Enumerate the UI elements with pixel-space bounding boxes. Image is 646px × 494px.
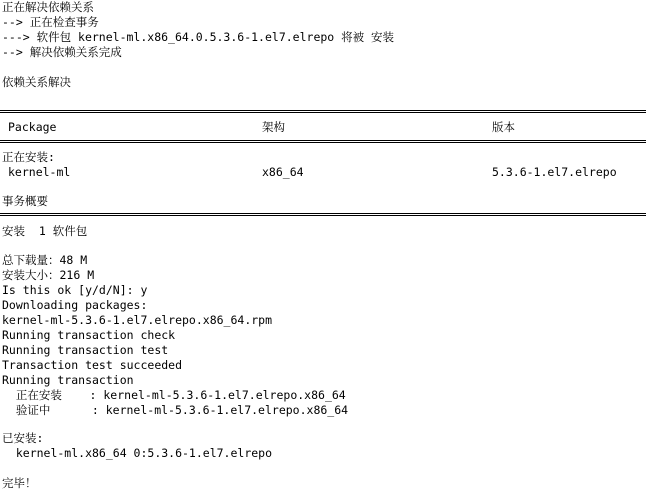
installed-package-line: kernel-ml.x86_64 0:5.3.6-1.el7.elrepo (2, 446, 273, 460)
download-size-line: 总下载量：48 M (2, 253, 88, 267)
deps-resolution-title: 依赖关系解决 (2, 75, 71, 89)
downloading-line: Downloading packages: (2, 298, 148, 312)
table-header-rule (0, 140, 646, 143)
installing-progress-line: 正在安装 : kernel-ml-5.3.6-1.el7.elrepo.x86_64 (2, 388, 346, 402)
rpm-file-line: kernel-ml-5.3.6-1.el7.elrepo.x86_64.rpm (2, 313, 273, 327)
transaction-check-line: Running transaction check (2, 328, 176, 342)
header-package: Package (8, 120, 57, 134)
table-top-rule (0, 110, 646, 113)
header-version: 版本 (492, 120, 515, 134)
deps-resolved-line: --> 解决依赖关系完成 (2, 45, 122, 59)
confirm-prompt-line: Is this ok [y/d/N]: y (2, 283, 148, 297)
row-version: 5.3.6-1.el7.elrepo (492, 165, 617, 179)
header-arch: 架构 (262, 120, 285, 134)
checking-transaction-line: --> 正在检查事务 (2, 15, 99, 29)
package-to-install-line: ---> 软件包 kernel-ml.x86_64.0.5.3.6-1.el7.elrepo 将被 安装 (2, 30, 395, 44)
row-package: kernel-ml (8, 165, 71, 179)
complete-line: 完毕！ (2, 476, 37, 490)
verifying-progress-line: 验证中 : kernel-ml-5.3.6-1.el7.elrepo.x86_64 (2, 403, 349, 417)
running-transaction-line: Running transaction (2, 373, 134, 387)
install-size-line: 安装大小：216 M (2, 268, 95, 282)
transaction-test-line: Running transaction test (2, 343, 169, 357)
installing-section-label: 正在安装: (2, 150, 55, 164)
resolving-deps-line: 正在解决依赖关系 (2, 0, 94, 14)
row-arch: x86_64 (262, 165, 304, 179)
install-count-line: 安装 1 软件包 (2, 224, 88, 238)
transaction-summary-title: 事务概要 (2, 194, 48, 208)
test-succeeded-line: Transaction test succeeded (2, 358, 183, 372)
installed-label: 已安装: (2, 431, 44, 445)
summary-rule (0, 213, 646, 216)
